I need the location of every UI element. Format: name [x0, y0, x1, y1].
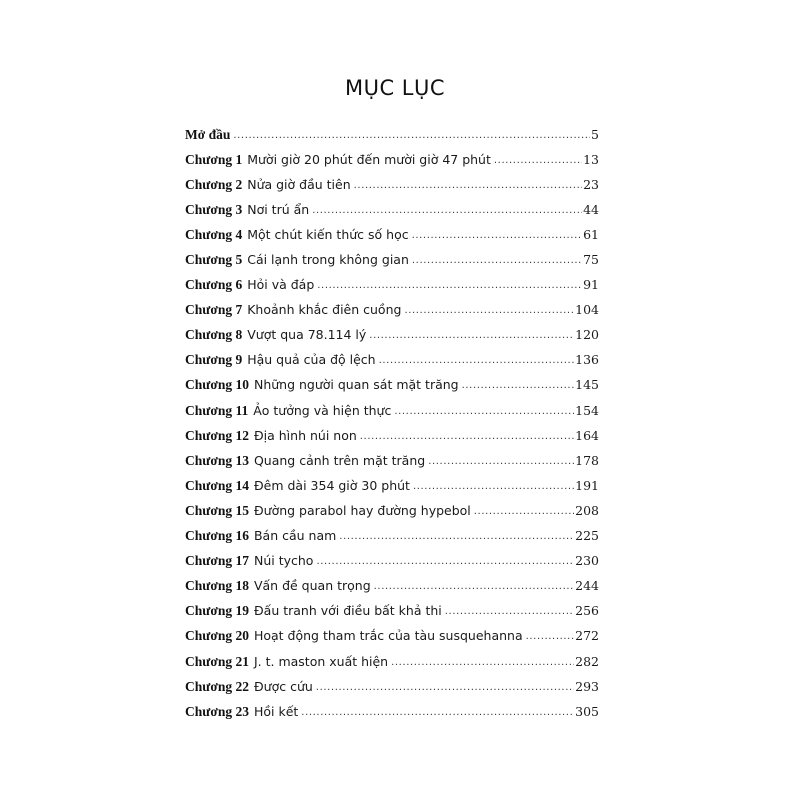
dot-leader — [316, 679, 574, 695]
page-number: 164 — [575, 427, 599, 443]
page-number: 191 — [575, 477, 599, 493]
page-number: 230 — [575, 553, 599, 569]
toc-entry — [185, 247, 599, 272]
chapter-title: Những người quan sát mặt trăng — [253, 377, 459, 393]
toc-entry — [185, 624, 599, 649]
toc-entry — [185, 398, 599, 423]
toc-entry — [185, 574, 599, 599]
page-number: 61 — [583, 226, 599, 242]
toc-entry — [185, 423, 599, 448]
chapter-title: Khoảnh khắc điên cuồng — [247, 302, 402, 318]
chapter-label: Chương 11 — [185, 402, 249, 418]
chapter-label: Chương 2 — [185, 176, 243, 192]
chapter-label: Chương 16 — [185, 528, 249, 544]
dot-leader — [233, 127, 590, 143]
dot-leader — [394, 403, 574, 419]
chapter-title: J. t. maston xuất hiện — [253, 653, 389, 669]
chapter-label: Chương 20 — [185, 628, 249, 644]
chapter-label: Chương 15 — [185, 502, 249, 518]
toc-entry — [185, 147, 599, 172]
dot-leader — [428, 453, 574, 469]
chapter-title: Hỏi và đáp — [247, 277, 315, 293]
chapter-title: Được cứu — [253, 678, 313, 694]
chapter-label: Chương 13 — [185, 452, 249, 468]
toc-entry — [185, 122, 599, 147]
toc-entry — [185, 273, 599, 298]
chapter-label: Chương 12 — [185, 427, 249, 443]
chapter-label: Chương 14 — [185, 477, 249, 493]
chapter-title: Ảo tưởng và hiện thực — [253, 402, 392, 418]
toc-entry — [185, 323, 599, 348]
toc-entry — [185, 524, 599, 549]
toc-entry — [185, 649, 599, 674]
page-number: 178 — [575, 452, 599, 468]
chapter-label: Chương 18 — [185, 578, 249, 594]
dot-leader — [312, 202, 582, 218]
dot-leader — [526, 628, 575, 644]
chapter-title: Quang cảnh trên mặt trăng — [253, 452, 426, 468]
chapter-label: Chương 21 — [185, 653, 249, 669]
chapter-title: Hậu quả của độ lệch — [247, 352, 376, 368]
page-number: 282 — [575, 653, 599, 669]
chapter-title: Một chút kiến thức số học — [247, 226, 409, 242]
dot-leader — [474, 503, 574, 519]
toc-entry — [185, 197, 599, 222]
chapter-label: Chương 6 — [185, 277, 243, 293]
chapter-title: Địa hình núi non — [253, 427, 357, 443]
page-number: 44 — [583, 201, 599, 217]
page-number: 293 — [575, 678, 599, 694]
dot-leader — [404, 302, 574, 318]
dot-leader — [413, 478, 574, 494]
dot-leader — [494, 152, 582, 168]
chapter-title: Núi tycho — [253, 553, 314, 569]
dot-leader — [339, 528, 574, 544]
chapter-title: Vượt qua 78.114 lý — [247, 327, 367, 343]
chapter-title: Bán cầu nam — [253, 528, 337, 544]
chapter-label: Chương 7 — [185, 302, 243, 318]
chapter-label: Chương 23 — [185, 703, 249, 719]
dot-leader — [462, 377, 575, 393]
chapter-title: Vấn đề quan trọng — [253, 578, 371, 594]
chapter-label: Chương 10 — [185, 377, 249, 393]
chapter-label: Chương 9 — [185, 352, 243, 368]
page-number: 104 — [575, 302, 599, 318]
page-title: MỤC LỤC — [344, 76, 446, 100]
page-number: 154 — [575, 402, 599, 418]
dot-leader — [412, 227, 583, 243]
page-number: 244 — [575, 578, 599, 594]
dot-leader — [301, 704, 574, 720]
toc-entry — [185, 674, 599, 699]
chapter-label: Chương 5 — [185, 252, 243, 268]
chapter-title: Hồi kết — [253, 703, 299, 719]
chapter-label: Chương 17 — [185, 553, 249, 569]
page-number: 145 — [575, 377, 599, 393]
chapter-title: Hoạt động tham trắc của tàu susquehanna — [253, 628, 523, 644]
toc-entry — [185, 373, 599, 398]
chapter-title: Mười giờ 20 phút đến mười giờ 47 phút — [247, 151, 491, 167]
page-number: 272 — [575, 628, 599, 644]
toc-entry — [185, 348, 599, 373]
table-of-contents — [185, 122, 599, 724]
dot-leader — [317, 277, 582, 293]
page-number: 13 — [583, 151, 599, 167]
toc-entry — [185, 699, 599, 724]
toc-entry — [185, 473, 599, 498]
page-number: 305 — [575, 703, 599, 719]
dot-leader — [412, 252, 582, 268]
chapter-title: Đường parabol hay đường hypebol — [253, 502, 471, 518]
dot-leader — [369, 327, 574, 343]
chapter-label: Chương 8 — [185, 327, 243, 343]
toc-entry — [185, 448, 599, 473]
page-number: 208 — [575, 502, 599, 518]
chapter-label: Chương 22 — [185, 678, 249, 694]
toc-entry — [185, 599, 599, 624]
dot-leader — [379, 352, 575, 368]
dot-leader — [445, 603, 574, 619]
toc-entry — [185, 222, 599, 247]
chapter-title: Đêm dài 354 giờ 30 phút — [253, 477, 410, 493]
chapter-title: Cái lạnh trong không gian — [247, 252, 409, 268]
toc-entry — [185, 549, 599, 574]
chapter-title: Nửa giờ đầu tiên — [247, 176, 351, 192]
dot-leader — [374, 578, 575, 594]
dot-leader — [316, 553, 574, 569]
page-number: 256 — [575, 603, 599, 619]
toc-entry — [185, 172, 599, 197]
dot-leader — [391, 654, 574, 670]
page-number: 225 — [575, 528, 599, 544]
page-number: 5 — [591, 126, 599, 142]
dot-leader — [360, 428, 574, 444]
chapter-title: Nơi trú ẩn — [247, 201, 310, 217]
chapter-label: Chương 19 — [185, 603, 249, 619]
page-number: 23 — [583, 176, 599, 192]
dot-leader — [354, 177, 582, 193]
chapter-title: Đấu tranh với điều bất khả thi — [253, 603, 442, 619]
chapter-label: Chương 4 — [185, 226, 243, 242]
chapter-label: Mở đầu — [185, 126, 231, 142]
toc-entry — [185, 298, 599, 323]
page-number: 120 — [575, 327, 599, 343]
page-number: 91 — [583, 277, 599, 293]
chapter-label: Chương 1 — [185, 151, 243, 167]
chapter-label: Chương 3 — [185, 201, 243, 217]
toc-entry — [185, 498, 599, 523]
page-number: 75 — [583, 252, 599, 268]
page-number: 136 — [575, 352, 599, 368]
